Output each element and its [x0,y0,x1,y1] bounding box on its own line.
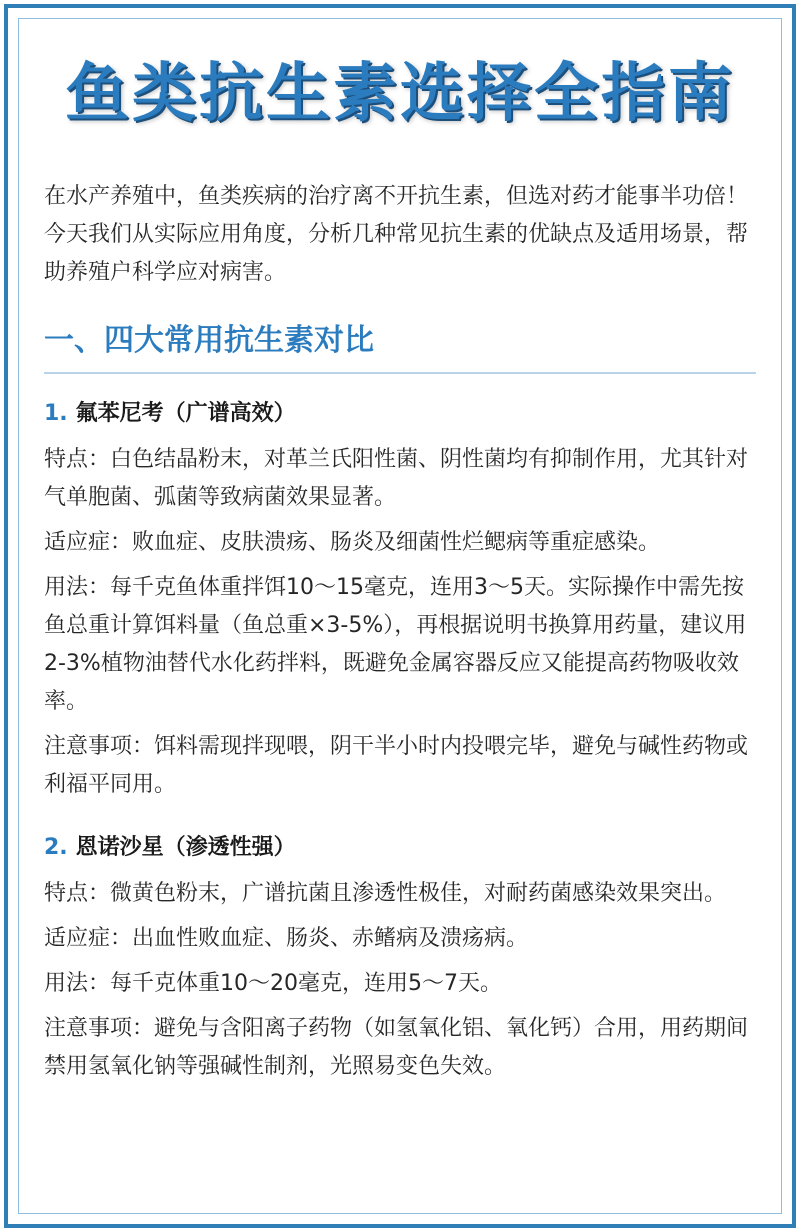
drug-indications: 适应症：出血性败血症、肠炎、赤鳍病及溃疡病。 [44,926,529,951]
drug-heading [44,394,756,434]
drug-usage: 用法：每千克体重10～20毫克，连用5～7天。 [44,971,502,996]
drug-name: 氟苯尼考（广谱高效） [75,401,296,426]
drug-entry [44,828,756,1086]
drug-entry [44,394,756,804]
intro-paragraph: 在水产养殖中，鱼类疾病的治疗离不开抗生素，但选对药才能事半功倍！今天我们从实际应用角度，分析几种常见抗生素的优缺点及适用场景，帮助养殖户科学应对病害。 [44,184,749,285]
drug-notes: 注意事项：饵料需现拌现喂，阴干半小时内投喂完毕，避免与碱性药物或利福平同用。 [44,734,749,797]
drug-heading [44,828,756,868]
drug-notes: 注意事项：避免与含阳离子药物（如氢氧化铝、氧化钙）合用，用药期间禁用氢氧化钠等强碱性制剂，光照易变色失效。 [44,1016,749,1079]
page-title: 鱼类抗生素选择全指南 [65,57,735,131]
article [44,48,756,1086]
drug-features: 特点：白色结晶粉末，对革兰氏阳性菌、阴性菌均有抑制作用，尤其针对气单胞菌、弧菌等致病菌效果显著。 [44,447,749,510]
section-heading: 一、四大常用抗生素对比 [44,318,756,374]
drug-number: 1. [44,401,68,426]
drug-usage: 用法：每千克鱼体重拌饵10～15毫克，连用3～5天。实际操作中需先按鱼总重计算饵料量（鱼总重×3-5%），再根据说明书换算用药量，建议用2-3%植物油替代水化药拌料，既避免金属容器反应又能提高药物吸收效率。 [44,575,747,714]
drug-indications: 适应症：败血症、皮肤溃疡、肠炎及细菌性烂鳃病等重症感染。 [44,530,661,555]
drug-features: 特点：微黄色粉末，广谱抗菌且渗透性极佳，对耐药菌感染效果突出。 [44,881,727,906]
drug-number: 2. [44,835,68,860]
drug-name: 恩诺沙星（渗透性强） [75,835,296,860]
